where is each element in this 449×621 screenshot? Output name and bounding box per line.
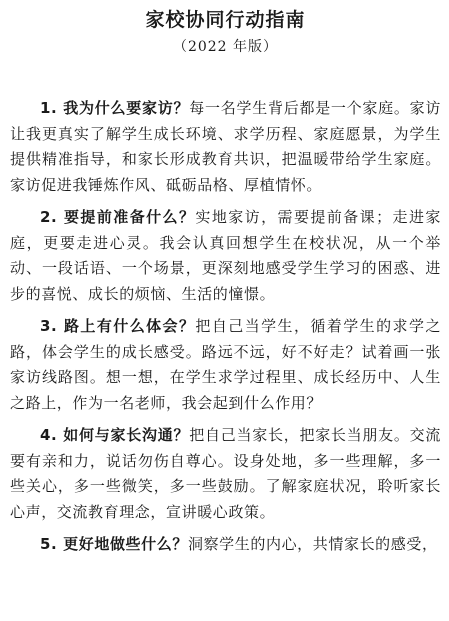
paragraph-text: 把自己当家长，把家长当朋友。交流要有亲和力，说话勿伤自尊心。设身处地，多一些理解，多一些关心，多一些微笑，多一些鼓励。了解家庭状况，聆听家长心声，交流教育理念，宣讲暖心政策。: [10, 426, 441, 521]
question-heading: 2. 要提前准备什么？: [40, 208, 196, 226]
document-subtitle: （2022 年版）: [172, 39, 279, 55]
document-body: [10, 96, 441, 558]
paragraph-text: 把自己当学生，循着学生的求学之路，体会学生的成长感受。路远不远，好不好走？试着画一张家访线路图。想一想，在学生求学过程里、成长经历中、人生之路上，作为一名老师，我会起到什么作用？: [10, 317, 441, 412]
question-heading: 1. 我为什么要家访？: [40, 99, 190, 117]
question-heading: 4. 如何与家长沟通？: [40, 426, 190, 444]
paragraph-2: [10, 205, 441, 307]
paragraph-text: 每一名学生背后都是一个家庭。家访让我更真实了解学生成长环境、求学历程、家庭愿景，为学生提供精准指导，和家长形成教育共识，把温暖带给学生家庭。家访促进我锤炼作风、砥砺品格、厚植情怀。: [10, 99, 441, 194]
document-title: 家校协同行动指南: [145, 9, 306, 31]
question-heading: 5. 更好地做些什么？: [40, 535, 188, 553]
paragraph-text: 洞察学生的内心，共情家长的感受，: [187, 535, 438, 553]
paragraph-4: [10, 423, 441, 525]
paragraph-1: [10, 96, 441, 198]
paragraph-3: [10, 314, 441, 416]
question-heading: 3. 路上有什么体会？: [40, 317, 196, 335]
paragraph-text: 实地家访，需要提前备课；走进家庭，更要走进心灵。我会认真回想学生在校状况，从一个举动、一段话语、一个场景，更深刻地感受学生学习的困惑、进步的喜悦、成长的烦恼、生活的憧憬。: [10, 208, 441, 303]
paragraph-5: [10, 532, 441, 558]
